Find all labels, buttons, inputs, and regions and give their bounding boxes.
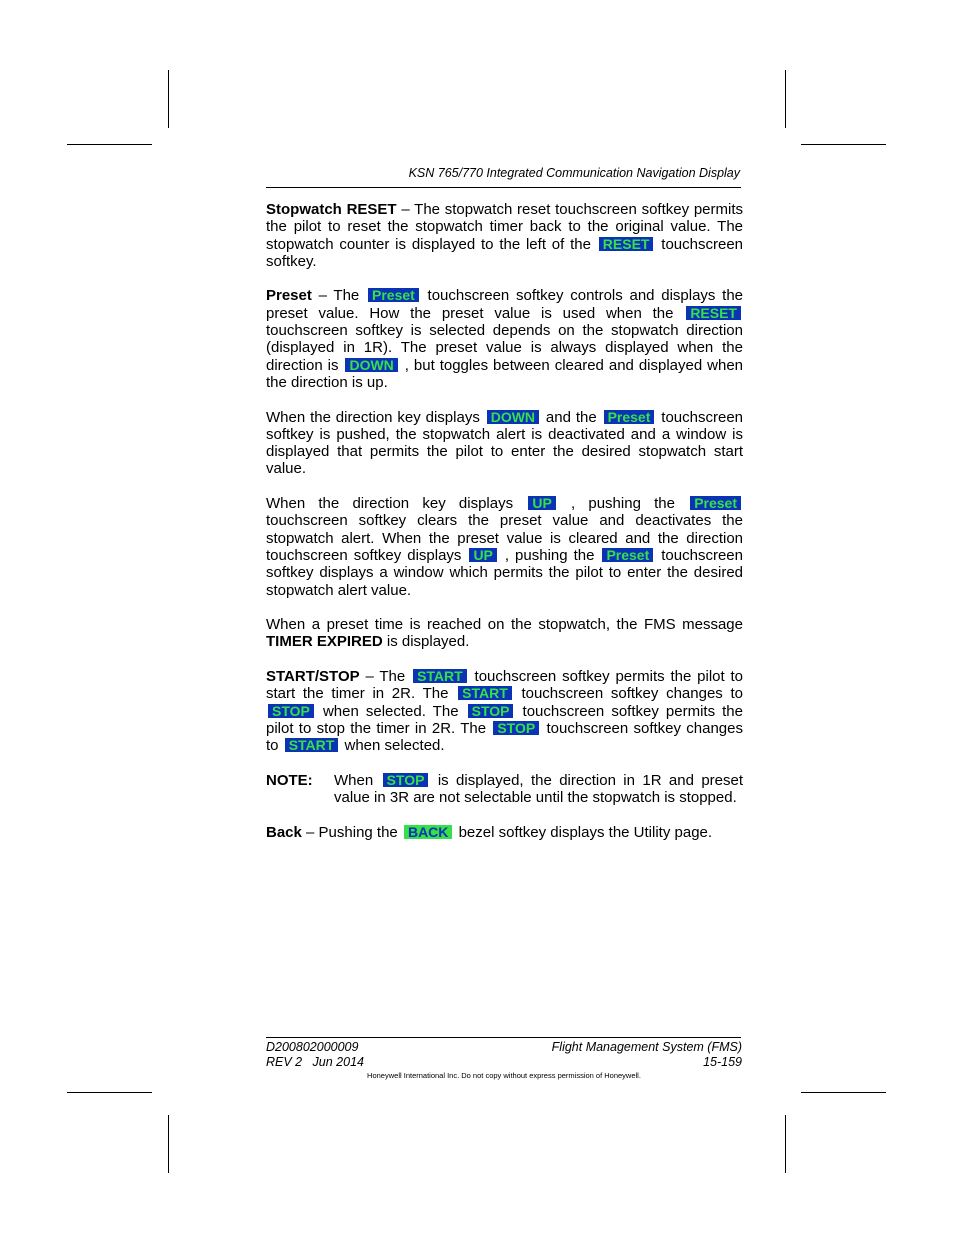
text: touchscreen softkey is selected depends on the stopwatch direction (displayed in 1R). The preset value is always displayed when the direction is [266, 322, 743, 374]
text: The [333, 287, 360, 305]
copyright-notice: Honeywell International Inc. Do not copy without express permission of Honeywell. [367, 1071, 641, 1080]
text: , pushing the [504, 546, 595, 564]
softkey-preset: Preset [690, 496, 741, 510]
dash: – [301, 823, 319, 841]
text: When the direction key displays [266, 495, 514, 513]
text: When the direction key displays [266, 408, 480, 426]
note-label: NOTE: [266, 771, 313, 789]
softkey-stop: STOP [268, 704, 314, 718]
text: The [379, 668, 406, 686]
text: , pushing the [571, 495, 675, 513]
footer-right [552, 1040, 742, 1069]
paragraph-start-stop [266, 668, 743, 754]
dash: – [311, 287, 334, 305]
text: is displayed. [386, 633, 470, 651]
term-stopwatch-reset: Stopwatch RESET [266, 201, 397, 218]
footer-left [266, 1040, 364, 1069]
softkey-down: DOWN [345, 358, 397, 372]
text: when selected. The [322, 702, 459, 720]
document-body [266, 201, 743, 858]
message-timer-expired: TIMER EXPIRED [266, 633, 383, 651]
softkey-preset: Preset [602, 548, 653, 562]
softkey-stop: STOP [468, 704, 514, 718]
softkey-down: DOWN [487, 410, 539, 424]
paragraph-timer-expired [266, 616, 743, 651]
note-text [334, 772, 743, 807]
softkey-start: START [285, 738, 339, 752]
header-rule [266, 187, 741, 188]
paragraph-stopwatch-reset [266, 201, 743, 270]
doc-number: D200802000009 [266, 1040, 359, 1054]
text: bezel softkey displays the Utility page. [458, 823, 713, 841]
paragraph-back [266, 824, 743, 841]
text: is displayed, the direction in 1R and preset value in 3R are not selectable until the stopwatch is stopped. [334, 771, 744, 807]
text: touchscreen softkey. [266, 235, 743, 270]
text: touchscreen softkey permits the pilot to stop the timer in 2R. The [266, 702, 743, 737]
crop-mark [785, 70, 786, 128]
dash: – [396, 201, 415, 218]
crop-mark [785, 1115, 786, 1173]
bezel-key-back: BACK [404, 825, 452, 839]
text: touchscreen softkey displays a window which permits the pilot to enter the desired stopwatch alert value. [266, 546, 743, 599]
softkey-up: UP [528, 496, 555, 510]
softkey-reset: RESET [599, 237, 654, 251]
paragraph-direction-down [266, 409, 743, 478]
softkey-start: START [413, 669, 467, 683]
page-header-title: KSN 765/770 Integrated Communication Navigation Display [408, 166, 740, 180]
text: touchscreen softkey changes to [521, 685, 743, 703]
softkey-reset: RESET [686, 306, 741, 320]
manual-title: Flight Management System (FMS) [551, 1040, 742, 1054]
text: touchscreen softkey changes to [266, 719, 743, 755]
text: When [334, 771, 374, 789]
crop-mark [801, 1092, 886, 1093]
text: touchscreen softkey is pushed, the stopwatch alert is deactivated and a window is displayed that permits the pilot to enter the desired stopwatch start value. [266, 408, 743, 478]
text: , but toggles between cleared and displayed when the direction is up. [266, 356, 744, 391]
text: touchscreen softkey clears the preset value and deactivates the stopwatch alert. When the preset value is cleared and the direction touchscreen softkey displays [266, 512, 743, 564]
term-back: Back [266, 823, 302, 841]
page-number: 15-159 [703, 1054, 742, 1069]
crop-mark [801, 144, 886, 145]
paragraph-preset [266, 287, 743, 391]
paragraph-direction-up [266, 495, 743, 599]
dash: – [359, 668, 380, 686]
text: touchscreen softkey controls and displays the preset value. How the preset value is used when the [266, 287, 744, 322]
softkey-stop: STOP [493, 721, 539, 735]
softkey-start: START [458, 686, 512, 700]
crop-mark [67, 1092, 152, 1093]
softkey-preset: Preset [368, 288, 419, 302]
crop-mark [168, 70, 169, 128]
text: and the [545, 408, 597, 426]
term-preset: Preset [266, 287, 312, 305]
note-block [266, 772, 743, 807]
text: When a preset time is reached on the stopwatch, the FMS message [266, 616, 743, 634]
softkey-stop: STOP [383, 773, 429, 787]
softkey-up: UP [469, 548, 496, 562]
crop-mark [168, 1115, 169, 1173]
revision: REV 2 Jun 2014 [266, 1054, 364, 1069]
footer-rule [266, 1037, 741, 1038]
text: touchscreen softkey permits the pilot to start the timer in 2R. The [266, 668, 744, 703]
text: when selected. [344, 737, 445, 755]
term-start-stop: START/STOP [266, 668, 360, 686]
crop-mark [67, 144, 152, 145]
text: Pushing the [318, 823, 398, 841]
softkey-preset: Preset [604, 410, 655, 424]
text: The stopwatch reset touchscreen softkey permits the pilot to reset the stopwatch timer back to the original value. The stopwatch counter is displayed to the left of the [266, 201, 744, 253]
